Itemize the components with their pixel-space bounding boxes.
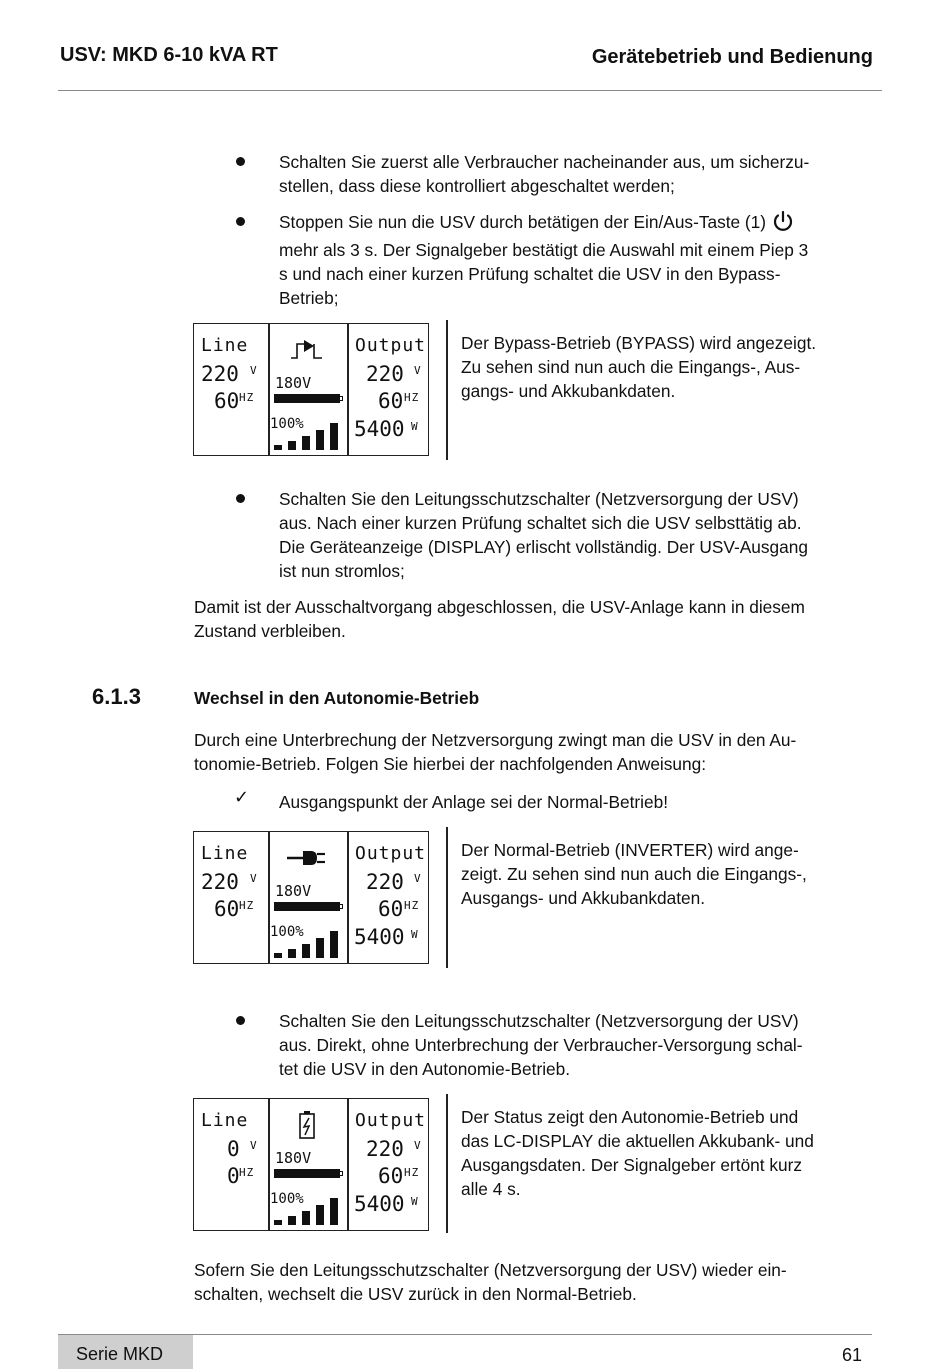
check-icon: ✓: [234, 787, 250, 808]
line-label: Line: [201, 335, 249, 356]
battery-voltage: 180V: [275, 1149, 312, 1167]
caption-divider: [446, 320, 448, 460]
line-voltage: 220: [201, 870, 239, 894]
output-frequency: 60: [378, 389, 404, 413]
line-voltage-unit: V: [250, 364, 258, 377]
list-item-text: Schalten Sie zuerst alle Verbraucher nacheinander aus, um sicherzu- stellen, dass diese kontrolliert abgeschaltet werden;: [279, 152, 810, 196]
lcd-display-normal: [193, 831, 429, 964]
header-chapter: Gerätebetrieb und Bedienung: [591, 46, 873, 68]
section-title: Wechsel in den Autonomie-Betrieb: [194, 688, 480, 708]
list-item-text: Schalten Sie den Leitungsschutzschalter (Netzversorgung der USV) aus. Nach einer kurzen Prüfung schaltet sich die USV selbsttätig ab. Die Geräteanzeige (DISPLAY) erlischt vollständig. Der USV-Ausgang ist nun stromlos;: [279, 489, 808, 581]
output-power: 5400: [354, 1192, 405, 1216]
line-frequency: 0: [227, 1164, 240, 1188]
output-power-unit: W: [411, 1195, 419, 1208]
line-voltage-unit: V: [250, 1139, 258, 1152]
line-voltage-unit: V: [250, 872, 258, 885]
output-frequency-unit: HZ: [404, 1166, 420, 1179]
section-number: 6.1.3: [92, 684, 141, 709]
line-voltage: 220: [201, 362, 239, 386]
lcd-caption: Der Normal-Betrieb (INVERTER) wird ange- zeigt. Zu sehen sind nun auch die Eingangs-, Ausgangs- und Akkubankdaten.: [461, 840, 807, 908]
output-voltage: 220: [366, 1137, 404, 1161]
lcd-display-bypass: [193, 323, 429, 456]
line-frequency-unit: HZ: [239, 1166, 255, 1179]
output-voltage-unit: V: [414, 364, 422, 377]
paragraph: Sofern Sie den Leitungsschutzschalter (Netzversorgung der USV) wieder ein- schalten, wechselt die USV zurück in den Normal-Betrieb.: [194, 1260, 787, 1304]
output-voltage: 220: [366, 870, 404, 894]
battery-voltage: 180V: [275, 374, 312, 392]
load-percent: 100%: [270, 416, 304, 432]
bullet-marker: [236, 494, 245, 503]
footer-series: Serie MKD: [76, 1344, 164, 1364]
battery-terminal: [340, 1171, 343, 1176]
header-divider: [58, 90, 882, 91]
line-frequency: 60: [214, 389, 240, 413]
power-icon: [772, 210, 794, 238]
output-label: Output: [355, 843, 427, 864]
battery-voltage: 180V: [275, 882, 312, 900]
battery-level: [274, 1169, 340, 1178]
list-item-text: Ausgangspunkt der Anlage sei der Normal-Betrieb!: [279, 792, 669, 812]
output-label: Output: [355, 335, 427, 356]
load-percent: 100%: [270, 1191, 304, 1207]
bullet-marker: [236, 217, 245, 226]
battery-level: [274, 394, 340, 403]
bullet-marker: [236, 1016, 245, 1025]
lcd-display-battery: [193, 1098, 429, 1231]
line-frequency: 60: [214, 897, 240, 921]
output-voltage: 220: [366, 362, 404, 386]
line-label: Line: [201, 843, 249, 864]
line-label: Line: [201, 1110, 249, 1131]
battery-terminal: [340, 396, 343, 401]
output-frequency-unit: HZ: [404, 391, 420, 404]
line-voltage: 0: [227, 1137, 240, 1161]
list-item-text: Schalten Sie den Leitungsschutzschalter (Netzversorgung der USV) aus. Direkt, ohne Unterbrechung der Verbraucher-Versorgung schal- tet die USV in den Autonomie-Betrieb.: [279, 1011, 803, 1079]
output-frequency: 60: [378, 897, 404, 921]
line-frequency-unit: HZ: [239, 899, 255, 912]
caption-divider: [446, 1094, 448, 1233]
output-power-unit: W: [411, 928, 419, 941]
output-voltage-unit: V: [414, 1139, 422, 1152]
output-frequency: 60: [378, 1164, 404, 1188]
output-voltage-unit: V: [414, 872, 422, 885]
output-frequency-unit: HZ: [404, 899, 420, 912]
caption-divider: [446, 827, 448, 968]
output-power: 5400: [354, 417, 405, 441]
load-percent: 100%: [270, 924, 304, 940]
bypass-icon: [290, 338, 324, 366]
paragraph: Durch eine Unterbrechung der Netzversorgung zwingt man die USV in den Au- tonomie-Betrieb. Folgen Sie hierbei der nachfolgenden Anweisung:: [194, 730, 797, 774]
output-power: 5400: [354, 925, 405, 949]
output-label: Output: [355, 1110, 427, 1131]
plug-icon: [287, 848, 327, 872]
list-item-text: Stoppen Sie nun die USV durch betätigen der Ein/Aus-Taste (1) mehr als 3 s. Der Signalgeber bestätigt die Auswahl mit einem Piep 3 s und nach einer kurzen Prüfung schaltet die USV in den Bypass- Betrieb;: [279, 212, 809, 308]
header-title: USV: MKD 6-10 kVA RT: [60, 44, 278, 66]
lcd-caption: Der Bypass-Betrieb (BYPASS) wird angezeigt. Zu sehen sind nun auch die Eingangs-, Aus- gangs- und Akkubankdaten.: [461, 333, 817, 401]
line-frequency-unit: HZ: [239, 391, 255, 404]
battery-level: [274, 902, 340, 911]
battery-mode-icon: [298, 1110, 316, 1144]
battery-terminal: [340, 904, 343, 909]
bullet-marker: [236, 157, 245, 166]
paragraph: Damit ist der Ausschaltvorgang abgeschlossen, die USV-Anlage kann in diesem Zustand verbleiben.: [194, 597, 805, 641]
lcd-caption: Der Status zeigt den Autonomie-Betrieb und das LC-DISPLAY die aktuellen Akkubank- und Ausgangsdaten. Der Signalgeber ertönt kurz alle 4 s.: [461, 1107, 814, 1199]
output-power-unit: W: [411, 420, 419, 433]
page-number: 61: [842, 1345, 863, 1365]
